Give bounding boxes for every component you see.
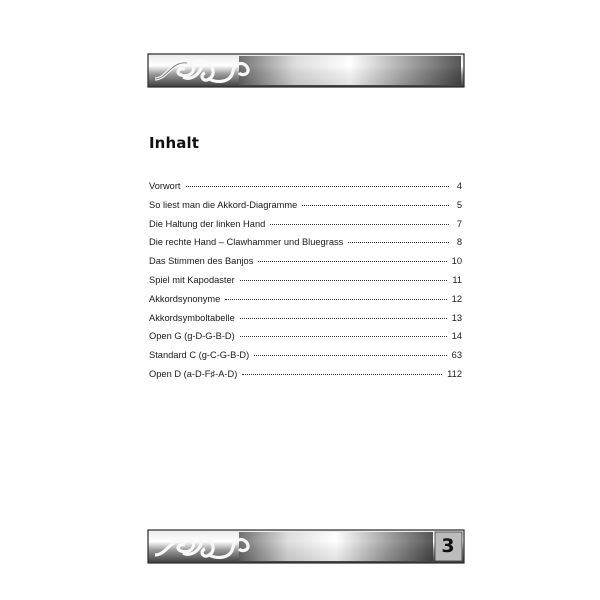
footer-ornament-banner bbox=[147, 529, 465, 564]
toc-entry-page: 12 bbox=[451, 293, 462, 304]
toc-entry-page: 112 bbox=[447, 368, 462, 379]
toc-entry-title: Das Stimmen des Banjos bbox=[149, 256, 254, 267]
dotted-leader bbox=[225, 299, 446, 300]
toc-entry-page: 63 bbox=[451, 350, 462, 361]
toc-entry[interactable] bbox=[149, 181, 462, 200]
toc-entry-title: Open G (g-D-G-B-D) bbox=[149, 331, 235, 342]
dotted-leader bbox=[186, 186, 449, 187]
dotted-leader bbox=[240, 280, 448, 281]
metal-ornament-icon bbox=[147, 529, 465, 564]
header-ornament-banner bbox=[147, 53, 465, 88]
toc-entry[interactable] bbox=[149, 369, 462, 388]
toc-entry-page: 11 bbox=[452, 274, 462, 285]
toc-entry-page: 4 bbox=[456, 181, 462, 191]
metal-ornament-icon bbox=[147, 53, 465, 88]
dotted-leader bbox=[348, 242, 449, 243]
toc-entry[interactable] bbox=[149, 237, 462, 256]
toc-entry[interactable] bbox=[149, 350, 462, 369]
toc-entry-page: 5 bbox=[456, 199, 462, 210]
dotted-leader bbox=[254, 355, 446, 356]
toc-entry-page: 8 bbox=[456, 237, 462, 248]
toc-entry-page: 14 bbox=[451, 331, 462, 342]
toc-entry[interactable] bbox=[149, 256, 462, 275]
dotted-leader bbox=[258, 261, 446, 262]
toc-entry-title: Standard C (g-C-G-B-D) bbox=[149, 350, 250, 361]
toc-entry-title: Vorwort bbox=[149, 181, 181, 191]
toc-entry[interactable] bbox=[149, 294, 462, 313]
toc-entry[interactable] bbox=[149, 200, 462, 219]
table-of-contents bbox=[149, 181, 462, 388]
toc-entry[interactable] bbox=[149, 313, 462, 332]
dotted-leader bbox=[240, 318, 447, 319]
dotted-leader bbox=[302, 205, 449, 206]
toc-entry[interactable] bbox=[149, 275, 462, 294]
toc-entry-title: So liest man die Akkord-Diagramme bbox=[149, 199, 298, 210]
toc-entry[interactable] bbox=[149, 331, 462, 350]
page-number: 3 bbox=[441, 535, 455, 557]
toc-entry-page: 7 bbox=[456, 218, 462, 229]
toc-entry-title: Spiel mit Kapodaster bbox=[149, 274, 235, 285]
dotted-leader bbox=[240, 336, 447, 337]
toc-entry-page: 10 bbox=[451, 256, 462, 267]
toc-entry-title: Akkordsymboltabelle bbox=[149, 312, 235, 323]
toc-entry-title: Akkordsynonyme bbox=[149, 293, 221, 304]
toc-entry-title: Die rechte Hand – Clawhammer und Bluegrass bbox=[149, 237, 344, 248]
toc-entry-title: Die Haltung der linken Hand bbox=[149, 218, 266, 229]
toc-entry-page: 13 bbox=[451, 312, 462, 323]
toc-entry[interactable] bbox=[149, 219, 462, 238]
dotted-leader bbox=[242, 374, 442, 375]
page-title: Inhalt bbox=[149, 134, 199, 152]
toc-entry-title: Open D (a-D-F♯-A-D) bbox=[149, 368, 238, 379]
dotted-leader bbox=[270, 224, 449, 225]
